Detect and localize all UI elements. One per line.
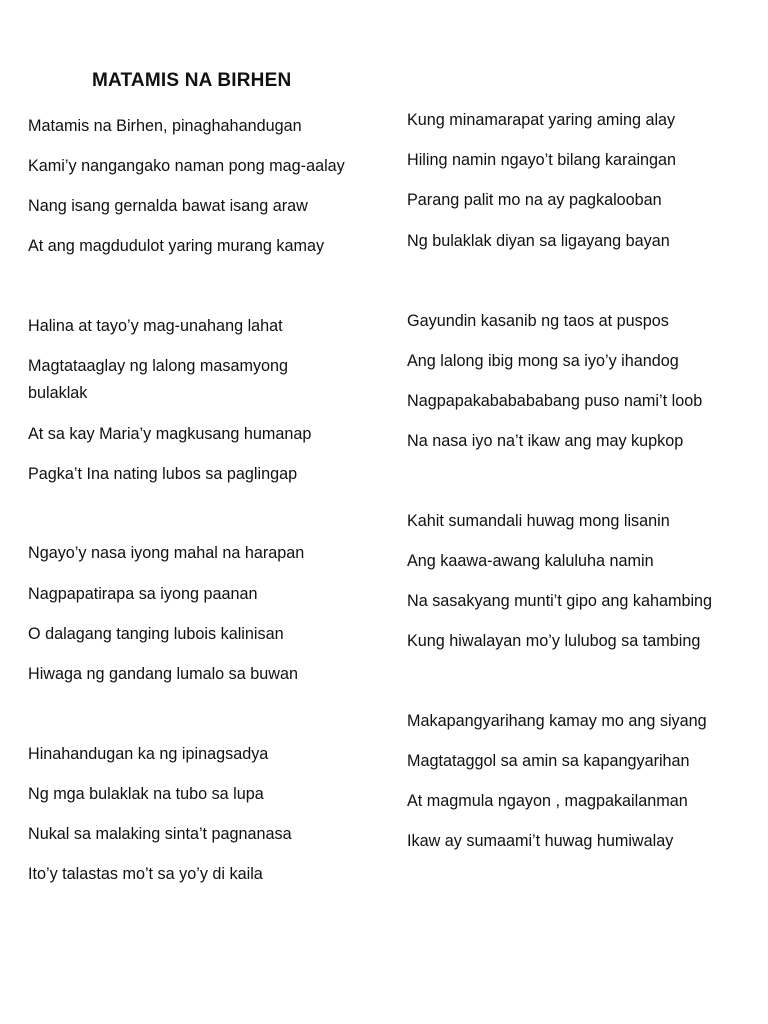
verse-line: Hiling namin ngayo’t bilang karaingan xyxy=(407,151,677,169)
verse-line: Ang kaawa-awang kaluluha namin xyxy=(407,552,654,570)
verse-line: Na sasakyang munti’t gipo ang kahambing xyxy=(407,592,713,610)
verse-line: Matamis na Birhen, pinaghahandugan xyxy=(28,117,302,135)
verse-line: Gayundin kasanib ng taos at puspos xyxy=(407,312,669,330)
verse-line: Ikaw ay sumaami’t huwag humiwalay xyxy=(407,832,674,850)
verse-line: Na nasa iyo na’t ikaw ang may kupkop xyxy=(407,432,684,450)
verse-line: At sa kay Maria’y magkusang humanap xyxy=(28,425,312,443)
verse-line: O dalagang tanging lubois kalinisan xyxy=(28,625,284,643)
verse-line: Ng mga bulaklak na tubo sa lupa xyxy=(28,785,264,803)
verse-line: Hinahandugan ka ng ipinagsadya xyxy=(28,745,269,763)
verse-line: Ng bulaklak diyan sa ligayang bayan xyxy=(407,232,670,250)
verse-line: Ang lalong ibig mong sa iyo’y ihandog xyxy=(407,352,679,370)
verse-line: Nagpapakababababang puso nami’t loob xyxy=(407,392,703,410)
verse-line: Nagpapatirapa sa iyong paanan xyxy=(28,585,258,603)
verse-line: At ang magdudulot yaring murang kamay xyxy=(28,237,325,255)
verse-line: Kahit sumandali huwag mong lisanin xyxy=(407,512,670,530)
verse-line: Makapangyarihang kamay mo ang siyang xyxy=(407,712,707,730)
verse-line: Nang isang gernalda bawat isang araw xyxy=(28,197,308,215)
verse-line: Nukal sa malaking sinta’t pagnanasa xyxy=(28,825,292,843)
verse-line: Ngayo’y nasa iyong mahal na harapan xyxy=(28,544,305,562)
verse-line: Magtataaglay ng lalong masamyong bulaklak xyxy=(28,357,289,402)
verse-line: Magtataggol sa amin sa kapangyarihan xyxy=(407,752,690,770)
verse-line: Halina at tayo’y mag-unahang lahat xyxy=(28,317,283,335)
page-title: MATAMIS NA BIRHEN xyxy=(92,70,292,91)
verse-line: Ito’y talastas mo’t sa yo’y di kaila xyxy=(28,865,263,883)
verse-line: Hiwaga ng gandang lumalo sa buwan xyxy=(28,665,298,683)
verse-line: Kami’y nangangako naman pong mag-aalay xyxy=(28,157,345,175)
verse-line: Kung hiwalayan mo’y lulubog sa tambing xyxy=(407,632,701,650)
verse-line: At magmula ngayon , magpakailanman xyxy=(407,792,688,810)
verse-line: Parang palit mo na ay pagkalooban xyxy=(407,191,662,209)
verse-line: Pagka’t Ina nating lubos sa paglingap xyxy=(28,465,298,483)
verse-line: Kung minamarapat yaring aming alay xyxy=(407,111,676,129)
